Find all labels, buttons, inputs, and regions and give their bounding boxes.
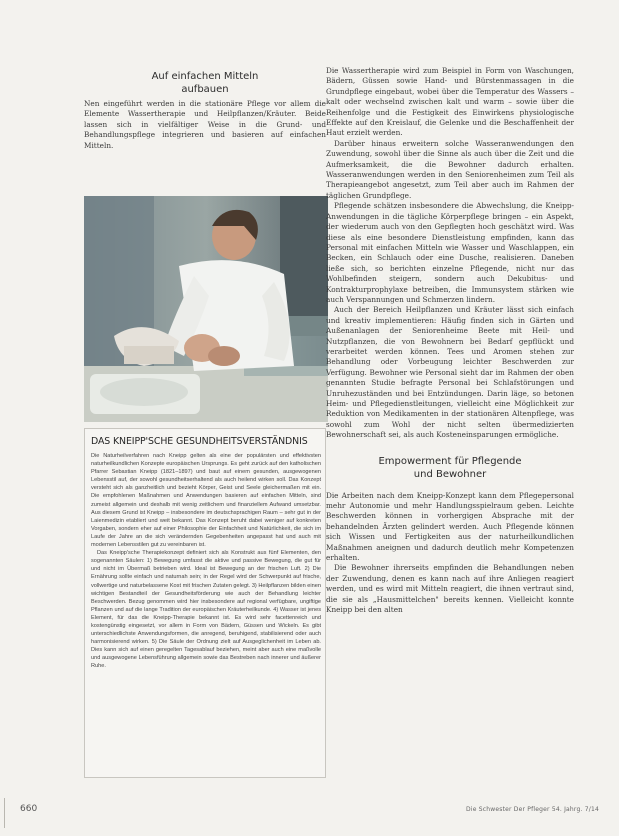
info-box-body: [91, 452, 321, 671]
nurse-photo-illustration: [84, 196, 328, 422]
section-heading-intro: [84, 70, 326, 96]
margin-rule: [4, 798, 5, 828]
body-paragraph: Die Arbeiten nach dem Kneipp-Konzept kann dem Pflegepersonal mehr Autonomie und mehr Handlungsspielraum geben. Leichte Beschwerden können in vorhergigen Absprache mit der behandelnden Ärzten gelindert werden. Auch Pflegende können sich Wissen und Fertigkeiten aus der naturheilkundlichen Maßnahmen aneignen und dadurch deutlich mehr Kompetenzen erhalten.: [326, 490, 574, 563]
body-paragraph: Auch der Bereich Heilpflanzen und Kräuter lässt sich einfach und kreativ implementieren: Häufig finden sich in Gärten und Außenanlagen der Seniorenheime Beete mit Heil- und Nutzpflanzen, die von Bewohnern bei Bedarf gepflückt und verarbeitet werden können. Tees und Aromen stehen zur Behandlung oder Vorbeugung leichter Beschwerden zur Verfügung. Bewohner wie Personal sieht dar im Rahmen der oben genannten Studie befragte Personal bei Schlafstörungen und Unruhezuständen und bei Entzündungen. Darin läge, so betonen Heim- und Pflegedienstleitungen, vielleicht eine Möglichkeit zur Reduktion von Medikamenten in der stationären Altenpflege, was sowohl zum Wohl der nicht selten übermedizierten Bewohnerschaft sei, als auch Kosteneinsparungen ermögliche.: [326, 305, 574, 440]
info-box-title: DAS KNEIPP'SCHE GESUNDHEITSVERSTÄNDNIS: [91, 436, 308, 447]
section-heading-empowerment: [326, 455, 574, 481]
info-box-paragraph: Die Naturheilverfahren nach Kneipp gelten als eine der populärsten und effektivsten naturheilkundlichen Konzepte europäischen Ursprungs. Es geht zurück auf den katholischen Pfarrer Sebastian Kneipp (1821–1897) und baut auf einem gesunden, ausgewogenen Lebensstil auf, der sowohl gesundheitserhaltend als auch heilend wirken soll. Das Konzept versteht sich als ganzheitlich und bezieht Körper, Geist und Seele gleichermaßen mit ein. Die empfohlenen Maßnahmen und Anwendungen basieren auf einfachen Mitteln, sind zumeist allgemein und deshalb mit wenig zeitlichem und finanziellem Aufwand umsetzbar. Aus diesem Grund ist Kneipp – insbesondere im deutschsprachigen Raum – sehr gut in der Laienmedizin etabliert und weit bekannt. Das Konzept beruht dabei weniger auf konkreten Vorgaben, sondern eher auf einer Philosophie der Einfachheit und Natürlichkeit, die sich im Laufe der Jahre an die sich verändernden Gegebenheiten angepasst hat und auch mit modernen Lebensstilen gut zu vereinbaren ist.: [91, 453, 321, 549]
body-paragraph: Die Bewohner ihrerseits empfinden die Behandlungen neben der Zuwendung, denen es kann nach auf ihre Anliegen reagiert werden, und es wird mit Mitteln reagiert, die ihnen vertraut sind, die sie als „Hausmittelchen" bereits kennen. Vielleicht konnte Kneipp bei den alten: [326, 563, 574, 615]
page-number: 660: [20, 804, 38, 814]
body-paragraph: Darüber hinaus erweitern solche Wasseranwendungen den Zuwendung, sowohl über die Sinne als auch über die Zeit und die Aufmerksamkeit, die die Bewohner dadurch erhalten. Wasseranwendungen werden in den Seniorenheimen zum Teil als Therapieangebot angesetzt, zum Teil aber auch im Rahmen der täglichen Grundpflege.: [326, 138, 574, 200]
journal-footer: Die Schwester Der Pfleger 54. Jahrg. 7/14: [466, 806, 599, 813]
info-box-paragraph: Das Kneipp'sche Therapiekonzept definiert sich als Konstrukt aus fünf Elementen, den sogenannten Säulen: 1) Bewegung umfasst die aktive und passive Bewegung, die gut für und nicht im Übermaß betrieben wird. Ideal ist Bewegung an der frischen Luft. 2) Die Ernährung sollte einfach und naturnah sein; in der Regel wird der Schwerpunkt auf frische, vollwertige und naturbelassene Kost mit frischen Zutaten gelegt. 3) Heilpflanzen bilden einen wichtigen Bestandteil der Gesundheitsförderung wie auch der Behandlung leichter Beschwerden. Bezug genommen wird hier insbesondere auf regional verfügbare, ungiftige Pflanzen und auf die lange Tradition der europäischen Kräuterheilkunde. 4) Wasser ist jenes Element, für das die Kneipp-Therapie bekannt ist. Es wird sehr facettenreich und kostengünstig eingesetzt, vor allem in Form von Bädern, Güssen und Wickeln. Es gibt unterschiedlichste Anwendungsformen, die anregend, beruhigend, stabilisierend oder auch harmonisierend wirken. 5) Die Säule der Ordnung zielt auf Ausgeglichenheit im Leben ab. Dies kann sich auf einen geregelten Tagesablauf beziehen, meint aber auch eine maßvolle und ausgewogene Lebensführung allgemein sowie das Bestreben nach innerer und äußerer Ruhe.: [91, 550, 321, 670]
intro-title-line2: aufbauen: [181, 84, 229, 95]
heading-line1: Empowerment für Pflegende: [378, 455, 522, 467]
intro-title-line1: Auf einfachen Mitteln: [151, 71, 259, 82]
body-paragraph: Pflegende schätzen insbesondere die Abwechslung, die Kneipp-Anwendungen in die tägliche Körperpflege bringen – ein Aspekt, der wiederum auch von den Gepflegten hoch geschätzt wird. Was diese als eine besondere Dienstleistung empfinden, kann das Personal mit einfachen Mitteln wie Wasser und Waschlappen, ein Becken, ein Schlauch oder eine Dusche, realisieren. Daneben ließe sich, so berichten einzelne Pflegende, nicht nur das Wohlbefinden steigern, sondern auch Dekubitus- und Kontrakturprophylaxe betreiben, die Immunsystem stärken wie auch Verspannungen und Schmerzen lindern.: [326, 201, 574, 304]
nurse-photo: [84, 196, 328, 422]
right-column: [326, 66, 574, 616]
heading-line2: und Bewohner: [413, 468, 487, 480]
intro-paragraph: Nen eingeführt werden in die stationäre Pflege vor allem die Elemente Wassertherapie und Heilpflanzen/Kräuter. Beide lassen sich in vielfältiger Weise in die Grund- und Behandlungspflege integrieren und basieren auf einfachen Mitteln.: [84, 99, 326, 150]
body-paragraph: Die Wassertherapie wird zum Beispiel in Form von Waschungen, Bädern, Güssen sowie Hand- und Bürstenmassagen in die Grundpflege eingebaut, wobei über die Temperatur des Wassers – kalt oder wechselnd zwischen kalt und warm – sowie über die Reihenfolge und die Festigkeit des Einwirkens physiologische Effekte auf den Kreislauf, die Gelenke und die Beschaffenheit der Haut erzielt werden.: [326, 66, 574, 138]
info-box: [84, 428, 326, 778]
